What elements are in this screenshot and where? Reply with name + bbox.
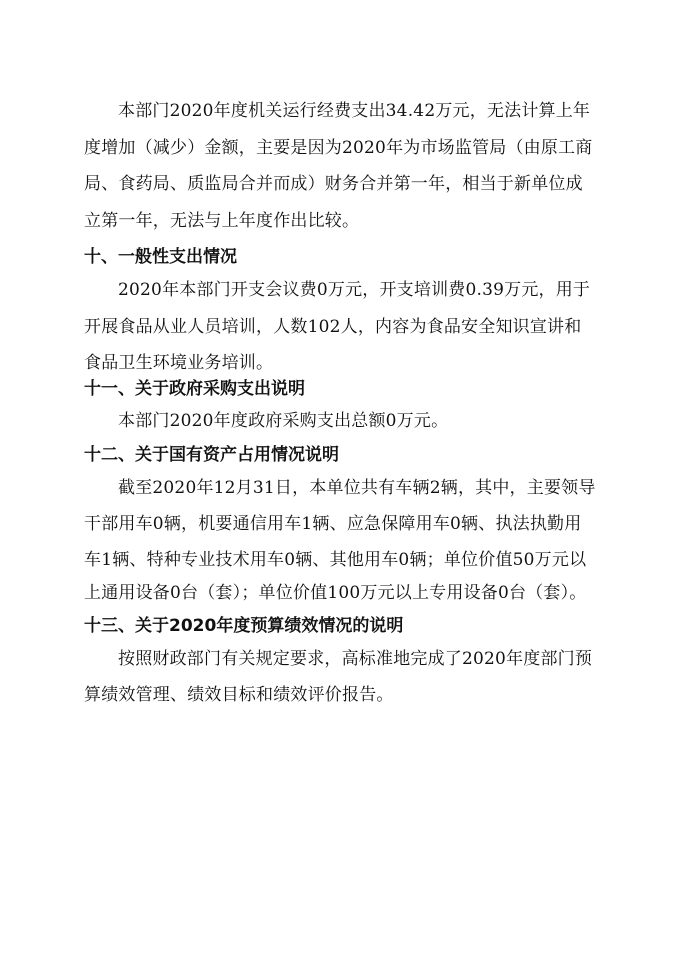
paragraph-line: 车1辆、特种专业技术用车0辆、其他用车0辆；单位价值50万元以 <box>84 550 587 570</box>
section-heading-11: 十一、关于政府采购支出说明 <box>84 379 305 399</box>
section-heading-12: 十二、关于国有资产占用情况说明 <box>84 445 339 465</box>
paragraph-line: 立第一年，无法与上年度作出比较。 <box>84 211 360 231</box>
paragraph-line: 局、食药局、质监局合并而成）财务合并第一年，相当于新单位成 <box>84 174 583 194</box>
paragraph-line: 干部用车0辆，机要通信用车1辆、应急保障用车0辆、执法执勤用 <box>84 514 582 534</box>
paragraph-line: 本部门2020年度政府采购支出总额0万元。 <box>118 411 449 431</box>
paragraph-line: 食品卫生环境业务培训。 <box>84 353 274 373</box>
section-heading-13: 十三、关于2020年度预算绩效情况的说明 <box>84 616 404 636</box>
paragraph-line: 开展食品从业人员培训，人数102人，内容为食品安全知识宣讲和 <box>84 317 582 337</box>
paragraph-line: 截至2020年12月31日，本单位共有车辆2辆，其中，主要领导 <box>118 478 596 498</box>
paragraph-line: 本部门2020年度机关运行经费支出34.42万元，无法计算上年 <box>118 101 591 121</box>
paragraph-line: 度增加（减少）金额，主要是因为2020年为市场监管局（由原工商 <box>84 138 593 158</box>
paragraph-line: 上通用设备0台（套）；单位价值100万元以上专用设备0台（套）。 <box>84 583 587 603</box>
paragraph-line: 按照财政部门有关规定要求，高标准地完成了2020年度部门预 <box>118 649 593 669</box>
paragraph-line: 算绩效管理、绩效目标和绩效评价报告。 <box>84 685 394 705</box>
paragraph-line: 2020年本部门开支会议费0万元，开支培训费0.39万元，用于 <box>118 280 591 300</box>
section-heading-10: 十、一般性支出情况 <box>84 247 237 267</box>
